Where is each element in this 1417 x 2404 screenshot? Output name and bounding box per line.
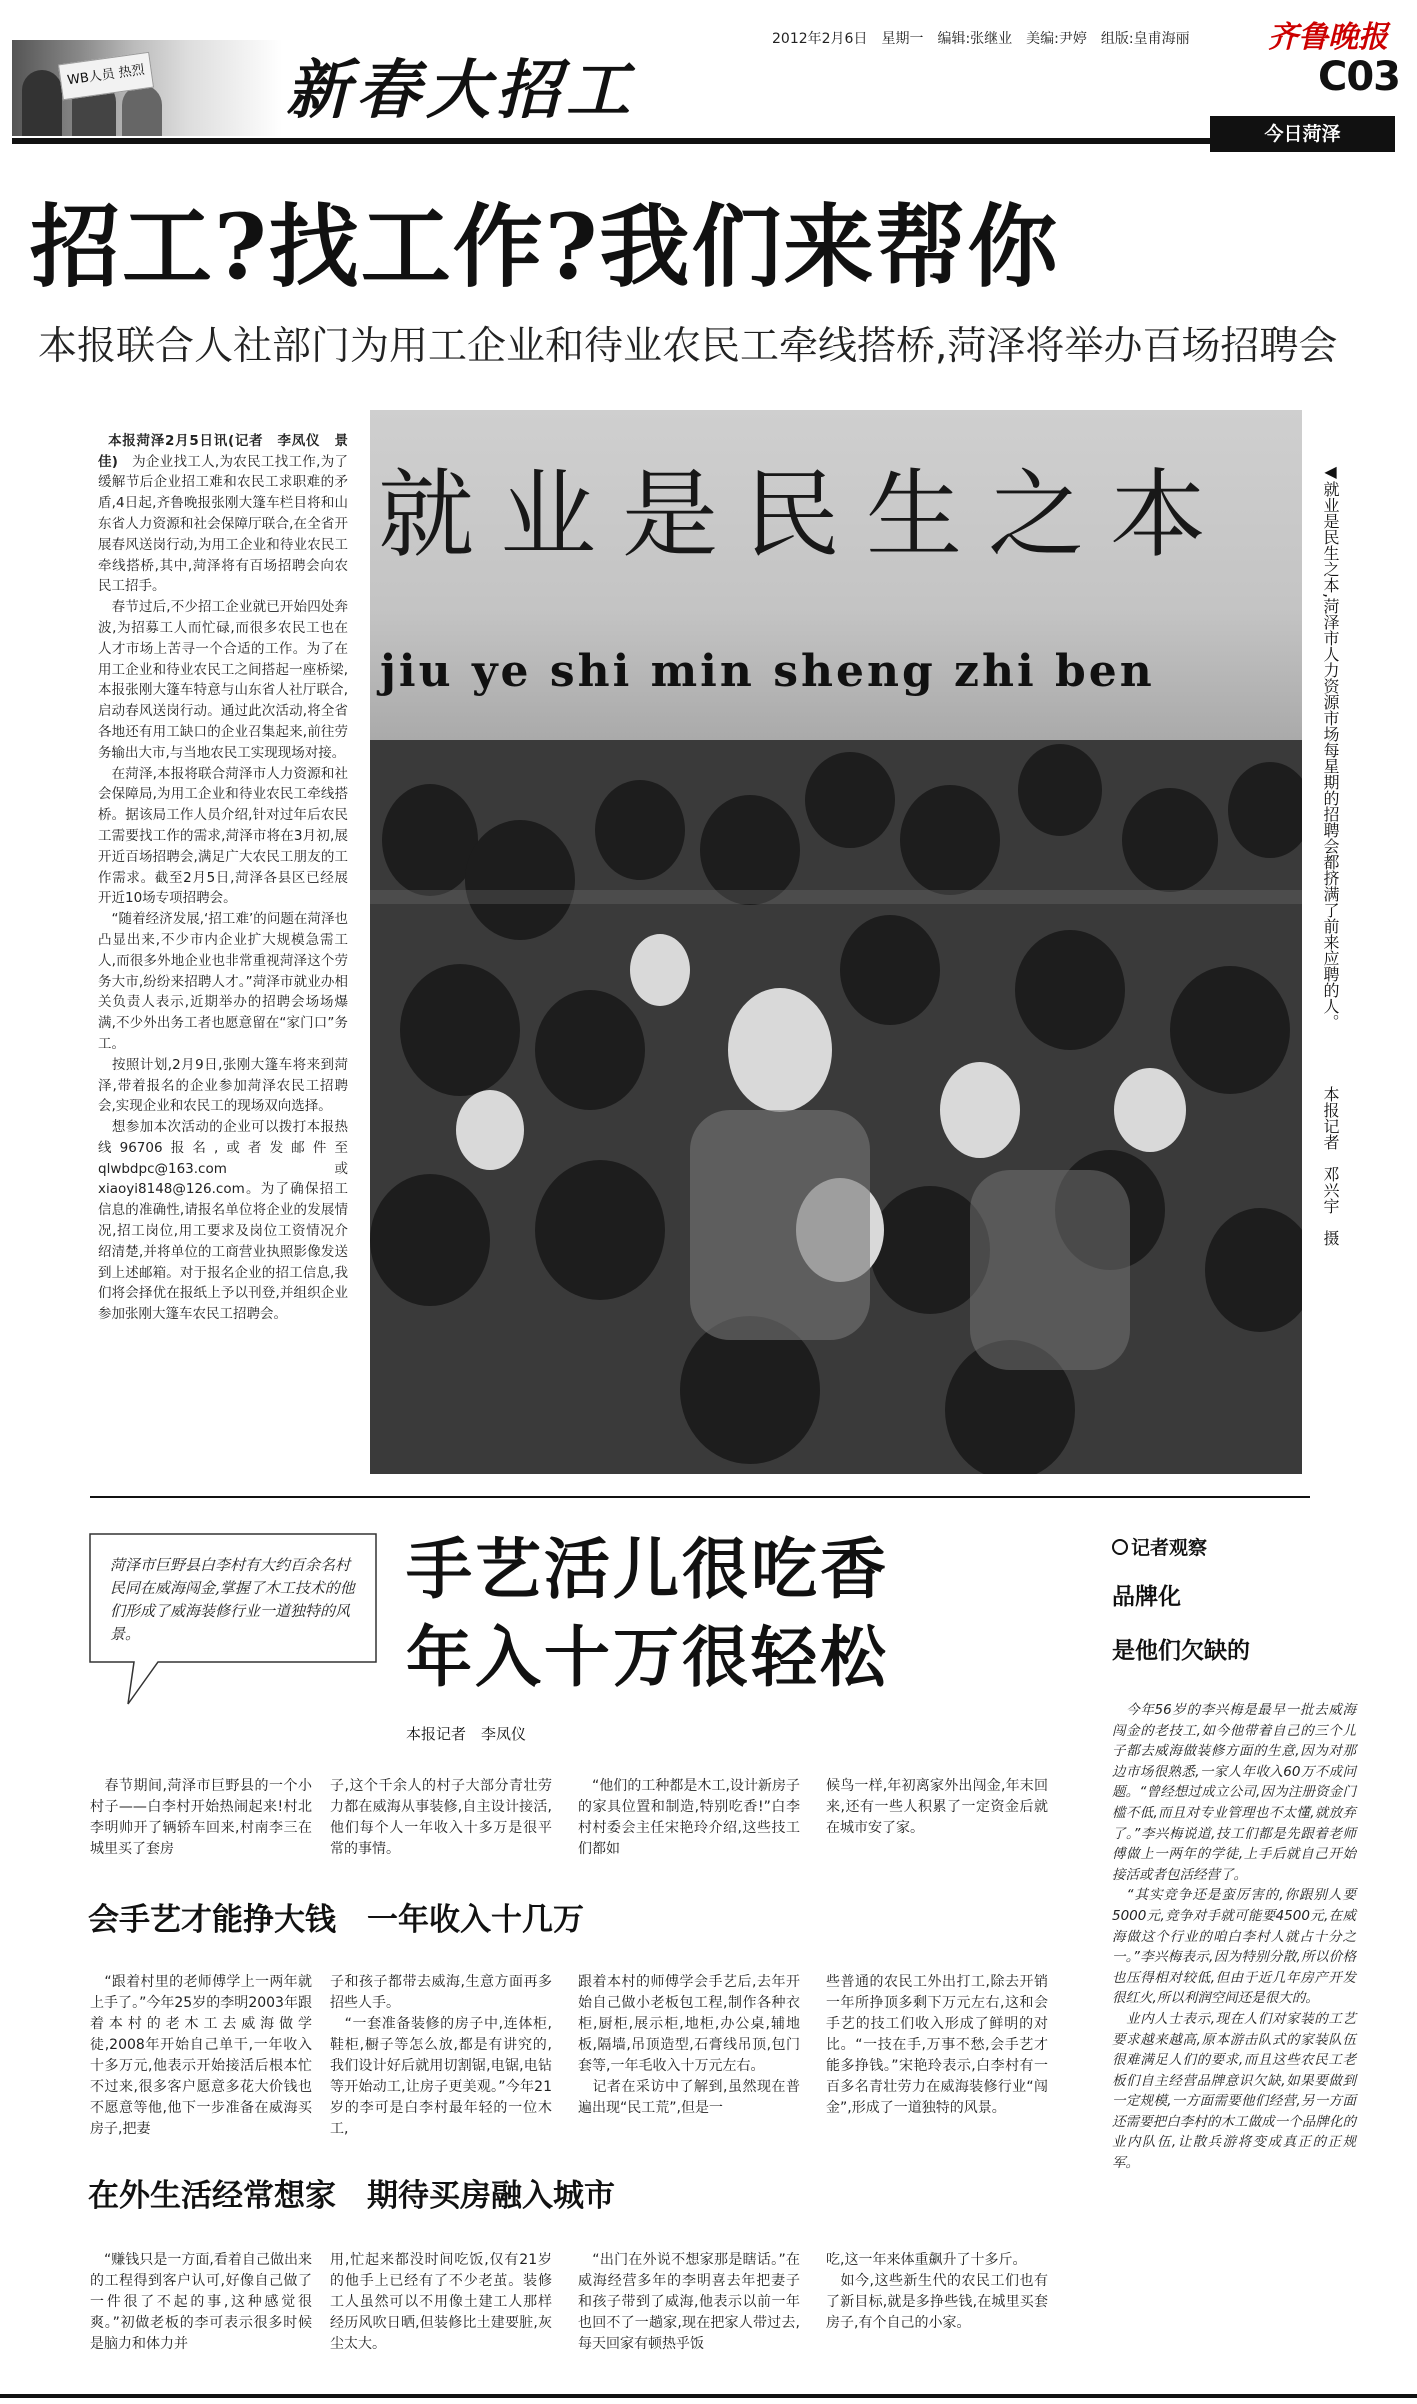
section2-text: 吃,这一年来体重飙升了十多斤。 — [826, 2252, 1027, 2268]
subhead-2: 在外生活经常想家 期待买房融入城市 — [88, 2178, 615, 2214]
region-badge-text: 今日菏泽 — [1264, 123, 1341, 145]
section1-text: 子和孩子都带去威海,生意方面再多招些人手。 — [330, 1974, 552, 2011]
intro-col-2: 子,这个千余人的村子大部分青壮劳力都在威海从事装修,自主设计接活,他们每个人一年收入十多万是很平常的事情。 — [330, 1778, 552, 1857]
section-title-char: 新 — [286, 53, 350, 128]
section1-col-3 — [578, 1972, 800, 2119]
intro-col-4: 候鸟一样,年初离家外出闯金,年末回来,还有一些人积累了一定资金后就在城市安了家。 — [826, 1778, 1048, 1836]
section1-text: 记者在采访中了解到,虽然现在普遍出现“民工荒”,但是一 — [578, 2079, 800, 2116]
page-code: C03 — [1317, 54, 1400, 100]
photo-banner-pinyin: jiu ye shi min sheng zhi ben — [380, 646, 1155, 697]
intro-col-3: “他们的工种都是木工,设计新房子的家具位置和制造,特别吃香!”白李村村委会主任宋艳玲介绍,这些技工们都如 — [578, 1778, 800, 1857]
observation-title-line2: 是他们欠缺的 — [1112, 1638, 1250, 1664]
photo-credit: 本报记者 邓兴宇 摄 — [1321, 1086, 1340, 1246]
section1-text: 跟着本村的师傅学会手艺后,去年开始自己做小老板包工程,制作各种衣柜,厨柜,展示柜,地柜,办公桌,辅地板,隔墙,吊顶造型,石膏线吊顶,包门套等,一年毛收入十万元左右。 — [578, 1974, 800, 2074]
main-headline: 招工?找工作?我们来帮你 — [30, 194, 1060, 300]
observation-body — [1112, 1700, 1356, 2174]
main-story-column — [98, 410, 348, 1325]
subhead-1: 会手艺才能挣大钱 一年收入十几万 — [88, 1902, 584, 1938]
main-photo — [370, 410, 1302, 1474]
section-title — [286, 40, 630, 130]
feature-headline-line2: 年入十万很轻松 — [406, 1618, 889, 1696]
page-bottom-rule — [0, 2394, 1417, 2398]
crowd-illustration — [370, 410, 1302, 1474]
photo-banner-text: 就业是民生之本 — [378, 459, 1232, 571]
observation-paragraph: 业内人士表示,现在人们对家装的工艺要求越来越高,原本游击队式的家装队伍很难满足人们的要求,而且这些农民工老板们自主经营品牌意识欠缺,如果要做到一定规模,一方面需要他们经营,另一方面还需要把白李村的木工做成一个品牌化的业内队伍,让散兵游将变成真正的正规军。 — [1112, 2010, 1356, 2172]
section-divider — [90, 1496, 1310, 1498]
section-banner-photo — [12, 40, 282, 136]
observation-paragraph: 今年56岁的李兴梅是最早一批去威海闯金的老技工,如今他带着自己的三个儿子都去威海做装修方面的生意,因为对那边市场很熟悉,一家人年收入60万不成问题。“曾经想过成立公司,因为注册资金门槛不低,而且对专业管理也不太懂,就放弃了。”李兴梅说道,技工们都是先跟着老师傅做上一两年的学徒,上手后就自己开始接活或者包活经营了。 — [1112, 1702, 1356, 1883]
main-paragraph: 想参加本次活动的企业可以拨打本报热线96706报名,或者发邮件至qlwbdpc@163.com或xiaoyi8148@126.com。为了确保招工信息的准确性,请报名单位将企业的发展情况,招工岗位,用工要求及岗位工资情况介绍清楚,并将单位的工商营业执照影像发送到上述邮箱。对于报名企业的招工信息,我们将会择优在报纸上予以刊登,并组织企业参加张刚大篷车农民工招聘会。 — [98, 1119, 348, 1323]
main-paragraph: 按照计划,2月9日,张刚大篷车将来到菏泽,带着报名的企业参加菏泽农民工招聘会,实现企业和农民工的现场双向选择。 — [98, 1056, 348, 1115]
banner-crowd-shape — [122, 85, 162, 136]
feature-quote: 菏泽市巨野县白李村有大约百余名村民同在威海闯金,掌握了木工技术的他们形成了威海装修行业一道独特的风景。 — [110, 1556, 355, 1643]
main-paragraph: 在菏泽,本报将联合菏泽市人力资源和社会保障局,为用工企业和待业农民工牵线搭桥。据该局工作人员介绍,针对过年后农民工需要找工作的需求,菏泽市将在3月初,展开近百场招聘会,满足广大农民工朋友的工作需求。截至2月5日,菏泽各县区已经展开近10场专项招聘会。 — [98, 765, 348, 907]
section-title-char: 工 — [566, 53, 630, 128]
section2-col-2: 用,忙起来都没时间吃饭,仅有21岁的他手上已经有了不少老茧。装修工人虽然可以不用像土建工人那样经历风吹日晒,但装修比土建要脏,灰尘太大。 — [330, 2252, 552, 2352]
header-meta: 2012年2月6日 星期一 编辑:张继业 美编:尹婷 组版:皇甫海丽 — [772, 31, 1190, 47]
feature-headline-line1: 手艺活儿很吃香 — [406, 1530, 889, 1608]
section1-col-2 — [330, 1972, 552, 2140]
section2-col-1: “赚钱只是一方面,看着自己做出来的工程得到客户认可,好像自己做了一件很了不起的事,这种感觉很爽。”初做老板的李可表示很多时候是脑力和体力并 — [90, 2252, 312, 2352]
main-subheadline: 本报联合人社部门为用工企业和待业农民工牵线搭桥,菏泽将举办百场招聘会 — [38, 324, 1338, 369]
header-rule — [12, 138, 1062, 144]
observation-title-line1: 品牌化 — [1112, 1584, 1181, 1610]
section2-col-4 — [826, 2250, 1048, 2334]
banner-crowd-shape — [22, 70, 62, 136]
intro-col-1: 春节期间,菏泽市巨野县的一个小村子——白李村开始热闹起来!村北李明帅开了辆轿车回来,村南李三在城里买了套房 — [90, 1778, 312, 1857]
main-paragraph: 为企业找工人,为农民工找工作,为了缓解节后企业招工难和农民工求职难的矛盾,4日起,齐鲁晚报张刚大篷车栏目将和山东省人力资源和社会保障厅联合,在全省开展春风送岗行动,为用工企业和待业农民工牵线搭桥,其中,菏泽将有百场招聘会向农民工招手。 — [98, 453, 348, 595]
observation-tag — [1112, 1536, 1312, 1560]
section-title-char: 招 — [496, 53, 560, 128]
observation-dot-icon — [1112, 1539, 1128, 1555]
main-paragraph: “随着经济发展,‘招工难’的问题在菏泽也凸显出来,不少市内企业扩大规模急需工人,而很多外地企业也非常重视菏泽这个劳务大市,纷纷来招聘人才。”菏泽市就业办相关负责人表示,近期举办的招聘会场场爆满,不少外出务工者也愿意留在“家门口”务工。 — [98, 911, 348, 1052]
section1-col-4: 些普通的农民工外出打工,除去开销一年所挣顶多剩下万元左右,这和会手艺的技工们收入形成了鲜明的对比。“一技在手,万事不愁,会手艺才能多挣钱。”宋艳玲表示,白李村有一百多名青壮劳力在威海装修行业“闯金”,形成了一道独特的风景。 — [826, 1974, 1048, 2116]
section-title-char: 春 — [356, 53, 420, 128]
photo-caption: ◀就业是民生之本,菏泽市人力资源市场每星期的招聘会都挤满了前来应聘的人。 — [1321, 462, 1340, 1031]
section1-text: “一套准备装修的房子中,连体柜,鞋柜,橱子等怎么放,都是有讲究的,我们设计好后就用切割锯,电锯,电钻等开始动工,让房子更美观。”今年21岁的李可是白李村最年轻的一位木工, — [330, 2016, 552, 2137]
section2-text: 如今,这些新生代的农民工们也有了新目标,就是多挣些钱,在城里买套房子,有个自己的小家。 — [826, 2273, 1048, 2331]
header-rule-right — [1062, 138, 1210, 144]
main-paragraph: 春节过后,不少招工企业就已开始四处奔波,为招募工人而忙碌,而很多农民工也在人才市场上苦寻一个合适的工作。为了在用工企业和待业农民工之间搭起一座桥梁,本报张刚大篷车特意与山东省人社厅联合,启动春风送岗行动。通过此次活动,将全省各地还有用工缺口的企业召集起来,前往劳务输出大市,与当地农民工实现现场对接。 — [98, 599, 348, 761]
observation-paragraph: “其实竞争还是蛮厉害的,你跟别人要5000元,竞争对手就可能要4500元,在威海做这个行业的咱白李村人就占十分之一。”李兴梅表示,因为特别分散,所以价格也压得相对较低,但由于近几年房产开发很红火,所以利润空间还是很大的。 — [1112, 1887, 1356, 2007]
main-byline: 本报菏泽2月5日讯(记者 李凤仪 景佳) — [98, 432, 348, 470]
observation-tag-label: 记者观察 — [1131, 1537, 1208, 1559]
section1-col-1: “跟着村里的老师傅学上一两年就上手了。”今年25岁的李明2003年跟着本村的老木工去威海做学徒,2008年开始自己单干,一年收入十多万元,他表示开始接活后根本忙不过来,很多客户愿意多花大价钱也不愿意等他,他下一步准备在威海买房子,把妻 — [90, 1974, 312, 2137]
banner-sign: WB人员 热烈 — [58, 52, 154, 100]
paper-logo: 齐鲁晚报 — [1268, 20, 1388, 55]
feature-byline: 本报记者 李凤仪 — [406, 1725, 527, 1743]
section-title-char: 大 — [426, 53, 490, 128]
section2-col-3: “出门在外说不想家那是瞎话。”在威海经营多年的李明喜去年把妻子和孩子带到了威海,他表示以前一年也回不了一趟家,现在把家人带过去,每天回家有顿热乎饭 — [578, 2252, 800, 2352]
